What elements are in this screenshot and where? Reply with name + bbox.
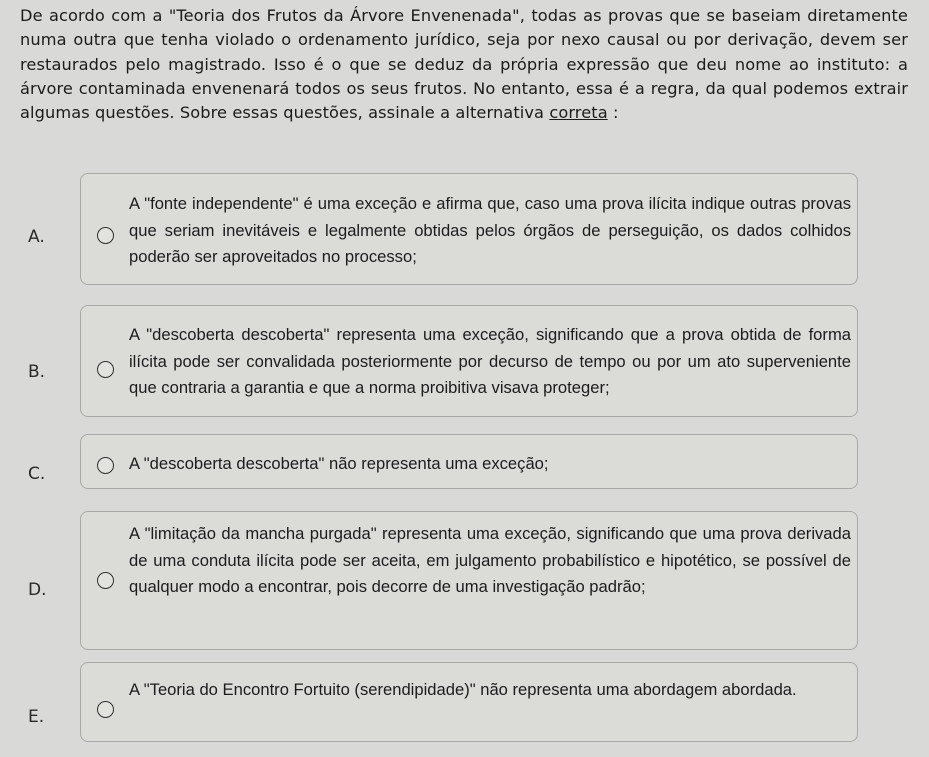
option-b-radio[interactable]: [97, 361, 114, 378]
option-c-letter: C.: [28, 464, 46, 484]
option-b-text: A "descoberta descoberta" representa uma exceção, significando que a prova obtida de forma ilícita pode ser convalidada posteriormente por decurso de tempo ou por um ato superveniente que contraria a garantia e que a norma proibitiva visava proteger;: [129, 325, 851, 397]
question-text: [20, 4, 908, 125]
option-d-letter: D.: [28, 580, 47, 600]
option-c-text: A "descoberta descoberta" não representa uma exceção;: [129, 454, 549, 473]
option-e-letter: E.: [28, 707, 45, 727]
question-text-after: :: [607, 103, 619, 123]
option-b-letter: B.: [28, 362, 46, 382]
option-d-radio[interactable]: [97, 572, 114, 589]
option-d-text: A "limitação da mancha purgada" representa uma exceção, significando que uma prova derivada de uma conduta ilícita pode ser aceita, em julgamento probabilístico e hipotético, se possível de qualquer modo a encontrar, pois decorre de uma investigação padrão;: [129, 524, 851, 596]
option-e-text: A "Teoria do Encontro Fortuito (serendipidade)" não representa uma abordagem abordada.: [129, 680, 797, 699]
option-a-letter: A.: [28, 227, 45, 247]
option-c-radio[interactable]: [97, 457, 114, 474]
question-emphasis: correta: [549, 103, 608, 123]
option-e-radio[interactable]: [97, 701, 114, 718]
option-a-text: A "fonte independente" é uma exceção e afirma que, caso uma prova ilícita indique outras provas que seriam inevitáveis e legalmente obtidas pelos órgãos de perseguição, os dados colhidos poderão ser aproveitados no processo;: [129, 194, 851, 266]
question-text-before: De acordo com a "Teoria dos Frutos da Árvore Envenenada", todas as provas que se baseiam diretamente numa outra que tenha violado o ordenamento jurídico, seja por nexo causal ou por derivação, devem ser restaurados pelo magistrado. Isso é o que se deduz da própria expressão que deu nome ao instituto: a árvore contaminada envenenará todos os seus frutos. No entanto, essa é a regra, da qual podemos extrair algumas questões. Sobre essas questões, assinale a alternativa: [20, 6, 908, 123]
option-a-radio[interactable]: [97, 227, 114, 244]
